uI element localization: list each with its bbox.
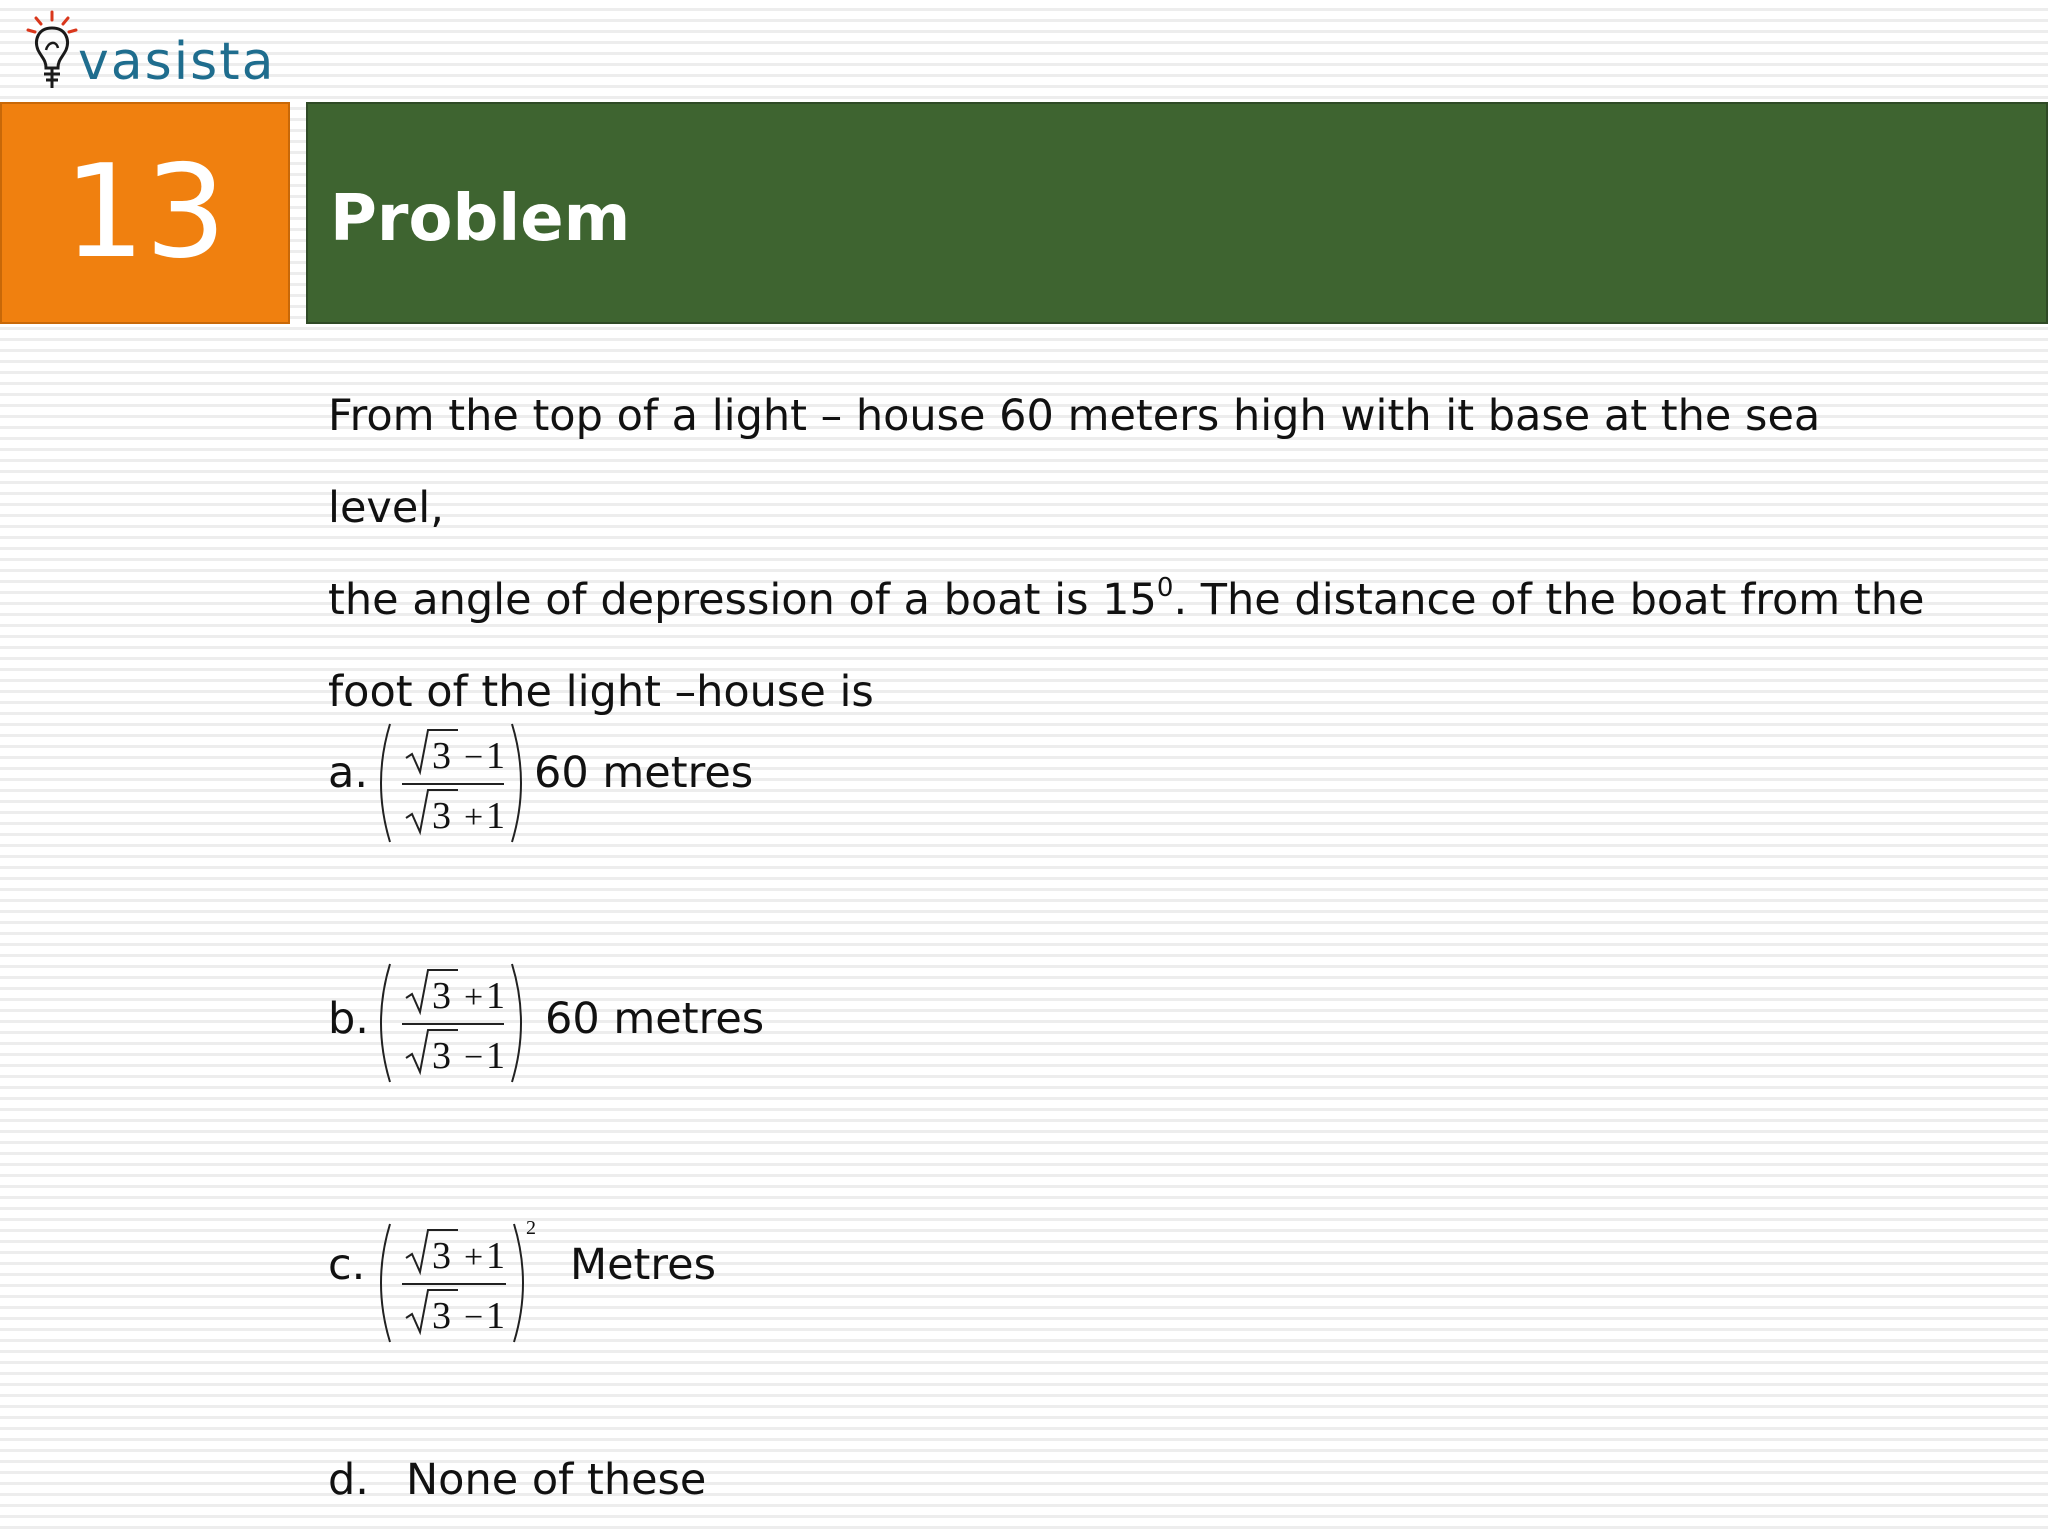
- svg-text:3: 3: [432, 795, 451, 837]
- svg-text:1: 1: [486, 1295, 505, 1337]
- question-line-3: foot of the light –house is: [328, 667, 874, 717]
- option-a-text: 60 metres: [534, 748, 754, 798]
- svg-text:1: 1: [486, 795, 505, 837]
- option-c-fraction: [376, 1216, 546, 1346]
- option-a-label: a.: [328, 748, 369, 798]
- option-d-text: None of these: [406, 1455, 707, 1505]
- option-b-text: 60 metres: [545, 994, 765, 1044]
- slide-number: 13: [63, 138, 227, 287]
- svg-text:3: 3: [432, 1235, 451, 1277]
- slide-number-box: [0, 102, 290, 324]
- svg-text:+: +: [464, 979, 484, 1016]
- question-text: [328, 370, 1928, 738]
- svg-text:1: 1: [486, 975, 505, 1017]
- svg-text:1: 1: [486, 735, 505, 777]
- question-line-1: From the top of a light – house 60 meters high with it base at the sea level,: [328, 391, 1821, 533]
- svg-text:3: 3: [432, 975, 451, 1017]
- option-b-fraction: [376, 958, 526, 1088]
- option-b-label: b.: [328, 994, 369, 1044]
- question-line-2: the angle of depression of a boat is $15^0$. The distance of the boat from the: [328, 573, 1925, 625]
- svg-text:3: 3: [432, 1295, 451, 1337]
- svg-text:−: −: [464, 739, 484, 776]
- slide-title: Problem: [330, 182, 631, 256]
- svg-text:1: 1: [486, 1235, 505, 1277]
- svg-text:3: 3: [432, 1035, 451, 1077]
- lightbulb-icon: [22, 6, 82, 96]
- svg-text:+: +: [464, 799, 484, 836]
- svg-text:−: −: [464, 1039, 484, 1076]
- vasista-logo: [22, 6, 282, 98]
- degree-superscript: 0: [1156, 573, 1174, 603]
- logo-text: vasista: [78, 32, 276, 92]
- svg-text:1: 1: [486, 1035, 505, 1077]
- exponent: 2: [526, 1217, 536, 1239]
- option-a-fraction: [376, 718, 526, 848]
- title-bar: [306, 102, 2048, 324]
- option-c-label: c.: [328, 1240, 366, 1290]
- svg-text:3: 3: [432, 735, 451, 777]
- option-c-text: Metres: [570, 1240, 717, 1290]
- svg-text:−: −: [464, 1299, 484, 1336]
- option-d-label: d.: [328, 1455, 369, 1505]
- svg-text:+: +: [464, 1239, 484, 1276]
